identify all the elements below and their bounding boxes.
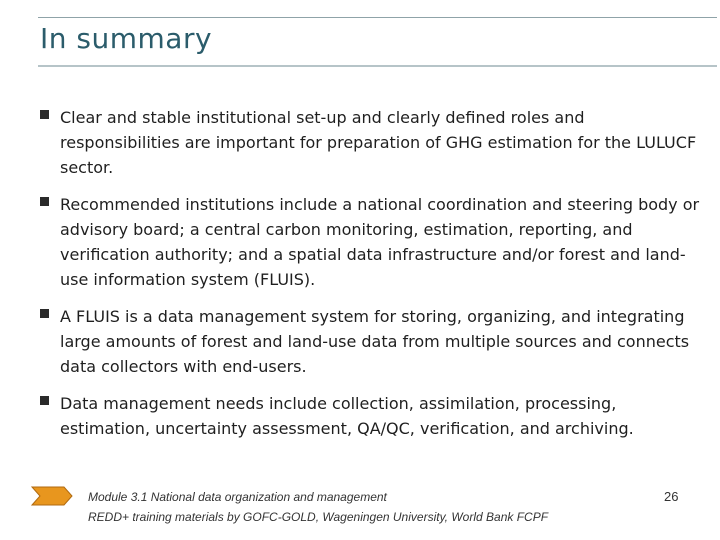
bullet-text: Clear and stable institutional set-up and clearly defined roles and responsibilities are important for preparation of GHG estimation for the LULUCF sector. — [60, 108, 697, 177]
title-divider — [38, 65, 717, 67]
bullet-text: Recommended institutions include a national coordination and steering body or advisory board; a central carbon monitoring, estimation, reporting, and verification authority; and a spatial data infrastructure and/or forest and land-use information system (FLUIS). — [60, 195, 700, 289]
bullet-item — [40, 391, 700, 441]
footer-module-line: Module 3.1 National data organization and management — [88, 490, 387, 504]
bullet-square-icon — [40, 309, 49, 318]
bullet-item — [40, 192, 700, 292]
orange-arrow-icon — [30, 485, 74, 507]
bullet-item — [40, 304, 700, 379]
slide-title: In summary — [40, 22, 213, 55]
bullet-text: A FLUIS is a data management system for storing, organizing, and integrating large amounts of forest and land-use data from multiple sources and connects data collectors with end-users. — [60, 307, 690, 376]
bullet-text: Data management needs include collection, assimilation, processing, estimation, uncertainty assessment, QA/QC, verification, and archiving. — [60, 394, 634, 438]
page-number: 26 — [664, 489, 679, 504]
footer-credits — [88, 487, 548, 527]
footer-credits-line: REDD+ training materials by GOFC-GOLD, Wageningen University, World Bank FCPF — [88, 510, 549, 524]
bullet-square-icon — [40, 396, 49, 405]
bullet-square-icon — [40, 197, 49, 206]
top-divider — [38, 17, 717, 18]
bullet-square-icon — [40, 110, 49, 119]
bullet-list — [40, 105, 700, 453]
bullet-item — [40, 105, 700, 180]
